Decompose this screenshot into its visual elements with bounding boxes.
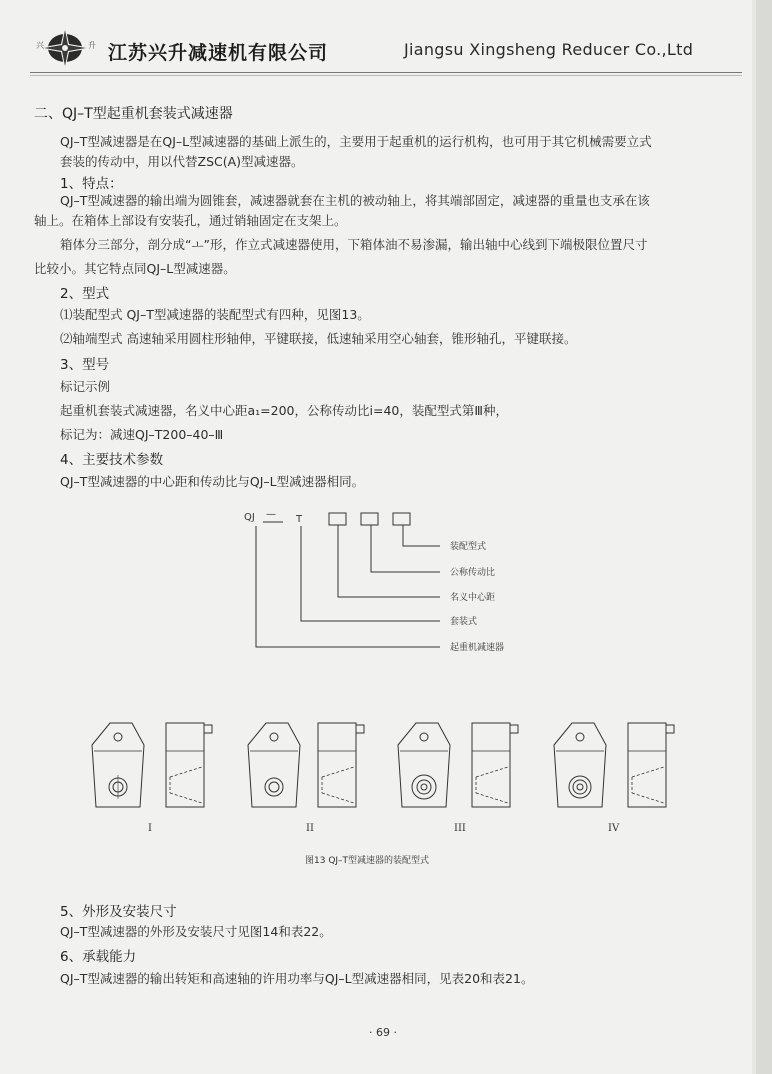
intro-line-2: 套装的传动中，用以代替ZSC(A)型减速器。 <box>60 154 304 169</box>
page-edge <box>756 0 772 1074</box>
assembly-type-2-front <box>248 723 300 807</box>
designation-diagram <box>230 506 530 656</box>
assembly-label-1: I <box>148 823 152 834</box>
features-p2-line2: 比较小。其它特点同QJ–L型减速器。 <box>34 261 236 276</box>
tech-params-text: QJ–T型减速器的中心距和传动比与QJ–L型减速器相同。 <box>60 474 365 489</box>
header-rule <box>30 72 742 73</box>
label-crane-reducer: 起重机减速器 <box>450 643 505 653</box>
capacity-text: QJ–T型减速器的输出转矩和高速轴的许用功率与QJ–L型减速器相同，见表20和表21。 <box>60 971 534 986</box>
label-nominal-ratio: 公称传动比 <box>450 568 496 578</box>
marking-example-heading: 标记示例 <box>60 379 111 394</box>
label-assembly-type: 装配型式 <box>450 542 487 552</box>
figure-13-caption: 图13 QJ–T型减速器的装配型式 <box>305 856 430 866</box>
assembly-type-3-front <box>398 723 450 807</box>
marking-example-text: 起重机套装式减速器，名义中心距a₁=200，公称传动比i=40，装配型式第Ⅲ种， <box>60 403 508 418</box>
company-name-en: Jiangsu Xingsheng Reducer Co.,Ltd <box>404 40 694 59</box>
features-p1-line1: QJ–T型减速器的输出端为圆锥套，减速器就套在主机的被动轴上，将其端部固定，减速器的重量也支承在该 <box>60 193 650 208</box>
features-heading: 1、特点： <box>60 176 123 192</box>
prefix-qj: QJ <box>244 512 255 523</box>
company-name-cn: 江苏兴升减速机有限公司 <box>108 42 329 64</box>
page-number: · 69 · <box>369 1026 397 1039</box>
dimensions-heading: 5、外形及安装尺寸 <box>60 904 177 920</box>
label-shaft-mounted: 套装式 <box>450 617 478 627</box>
assembly-type-2-side <box>318 723 364 807</box>
figure-13-assembly-types <box>80 715 700 845</box>
marking-result: 标记为：减速QJ–T200–40–Ⅲ <box>60 427 224 442</box>
assembly-type-4-front <box>554 723 606 807</box>
types-item-2: ⑵轴端型式 高速轴采用圆柱形轴伸，平键联接，低速轴采用空心轴套，锥形轴孔，平键联接。 <box>60 331 577 346</box>
assembly-type-1-front <box>92 723 144 807</box>
intro-line-1: QJ–T型减速器是在QJ–L型减速器的基础上派生的，主要用于起重机的运行机构，也可用于其它机械需要立式 <box>60 134 652 149</box>
assembly-type-4-side <box>628 723 674 807</box>
types-item-1: ⑴装配型式 QJ–T型减速器的装配型式有四种，见图13。 <box>60 307 370 322</box>
assembly-label-4: IV <box>608 823 620 834</box>
assembly-type-1-side <box>166 723 212 807</box>
dimensions-text: QJ–T型减速器的外形及安装尺寸见图14和表22。 <box>60 924 332 939</box>
prefix-dash: — <box>266 509 276 520</box>
tech-params-heading: 4、主要技术参数 <box>60 452 164 468</box>
company-logo <box>30 22 100 72</box>
model-heading: 3、型号 <box>60 357 110 373</box>
assembly-drawings <box>80 715 700 845</box>
label-nominal-center-distance: 名义中心距 <box>450 593 496 603</box>
section-title: 二、QJ–T型起重机套装式减速器 <box>34 106 233 122</box>
logo-right-char: 升 <box>88 41 96 50</box>
page-header <box>0 0 772 82</box>
type-letter-t: T <box>296 514 303 525</box>
assembly-label-3: III <box>454 823 466 834</box>
designation-lines <box>230 506 530 656</box>
assembly-label-2: II <box>306 823 314 834</box>
features-p2-line1: 箱体分三部分，剖分成“ㅗ”形，作立式减速器使用，下箱体油不易渗漏，输出轴中心线到下端极限位置尺寸 <box>60 237 648 252</box>
types-heading: 2、型式 <box>60 286 110 302</box>
logo-left-char: 兴 <box>36 41 44 50</box>
features-p1-line2: 轴上。在箱体上部设有安装孔，通过销轴固定在支架上。 <box>34 213 347 228</box>
header-rule-secondary <box>30 75 742 76</box>
assembly-type-3-side <box>472 723 518 807</box>
capacity-heading: 6、承载能力 <box>60 949 137 965</box>
